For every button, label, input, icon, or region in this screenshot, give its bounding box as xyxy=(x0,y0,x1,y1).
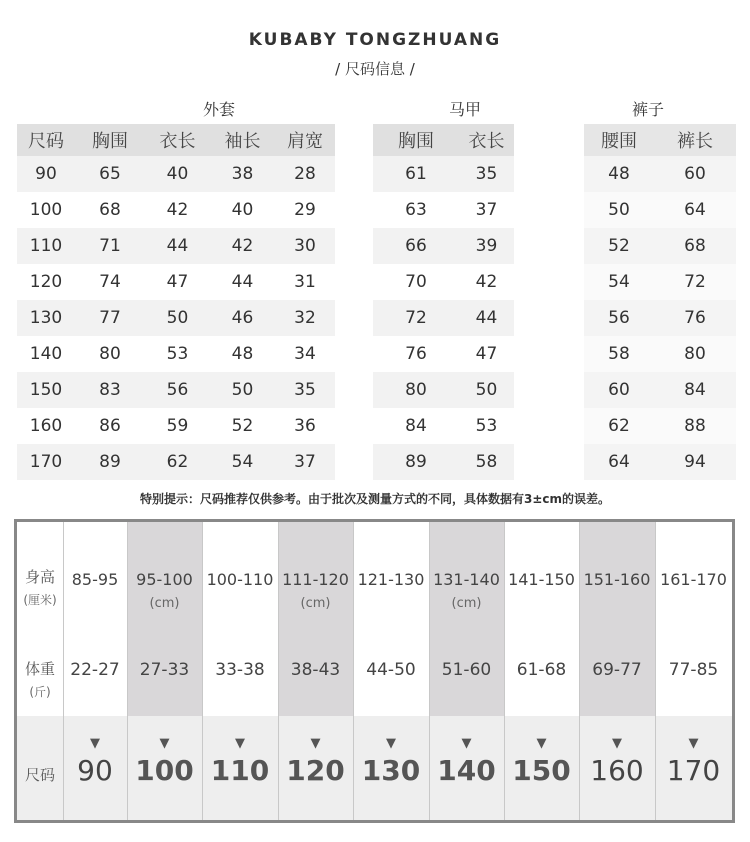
measurement-cell: 48 xyxy=(210,336,275,372)
column-divider xyxy=(353,522,354,820)
measurement-cell: 88 xyxy=(654,408,736,444)
measurement-cell: 35 xyxy=(275,372,335,408)
size-column xyxy=(278,522,353,820)
weight-range: 38-43 xyxy=(290,660,341,680)
measurement-cell: 48 xyxy=(584,156,654,192)
column-divider xyxy=(579,522,580,820)
measurement-cell: 28 xyxy=(275,156,335,192)
size-column xyxy=(579,522,655,820)
table-row xyxy=(17,192,736,228)
size-cell: 160 xyxy=(17,408,75,444)
column-separator xyxy=(335,228,373,264)
column-separator xyxy=(335,124,373,156)
measurement-cell: 71 xyxy=(75,228,145,264)
column-header: 裤长 xyxy=(654,124,736,156)
column-divider xyxy=(127,522,128,820)
column-separator xyxy=(335,264,373,300)
measurement-cell: 30 xyxy=(275,228,335,264)
column-separator xyxy=(514,408,584,444)
measurement-cell: 35 xyxy=(459,156,514,192)
measurement-cell: 50 xyxy=(210,372,275,408)
column-separator xyxy=(335,300,373,336)
size-column xyxy=(504,522,579,820)
column-header: 胸围 xyxy=(373,124,459,156)
measurement-cell: 64 xyxy=(584,444,654,480)
height-range: 161-170 xyxy=(660,570,727,589)
size-value: 130 xyxy=(361,754,421,787)
table-row xyxy=(17,444,736,480)
measurement-cell: 86 xyxy=(75,408,145,444)
table-row xyxy=(17,264,736,300)
measurement-cell: 50 xyxy=(459,372,514,408)
measurement-cell: 76 xyxy=(654,300,736,336)
weight-range: 69-77 xyxy=(592,660,642,680)
column-divider xyxy=(202,522,203,820)
measurement-cell: 62 xyxy=(584,408,654,444)
triangle-down-icon: ▼ xyxy=(688,736,699,751)
measurement-cell: 58 xyxy=(584,336,654,372)
measurement-cell: 32 xyxy=(275,300,335,336)
measurement-cell: 64 xyxy=(654,192,736,228)
brand-title: KUBABY TONGZHUANG xyxy=(248,30,502,50)
measurement-cell: 59 xyxy=(145,408,210,444)
column-separator xyxy=(335,192,373,228)
weight-range: 33-38 xyxy=(215,660,265,680)
height-range: 85-95 xyxy=(71,570,119,589)
measurement-cell: 80 xyxy=(75,336,145,372)
size-value: 100 xyxy=(135,754,194,787)
table-row xyxy=(17,372,736,408)
measurement-cell: 65 xyxy=(75,156,145,192)
measurement-cell: 53 xyxy=(459,408,514,444)
size-value: 160 xyxy=(590,754,644,787)
measurement-cell: 42 xyxy=(210,228,275,264)
measurement-cell: 66 xyxy=(373,228,459,264)
measurement-cell: 37 xyxy=(459,192,514,228)
column-divider xyxy=(504,522,505,820)
size-value: 120 xyxy=(286,754,345,787)
measurement-cell: 84 xyxy=(654,372,736,408)
height-range: 100-110 xyxy=(206,570,274,589)
size-column xyxy=(202,522,278,820)
column-separator xyxy=(514,444,584,480)
column-separator xyxy=(514,336,584,372)
triangle-down-icon: ▼ xyxy=(461,736,472,751)
table-header-row xyxy=(17,124,736,156)
measurement-cell: 42 xyxy=(145,192,210,228)
measurement-cell: 40 xyxy=(210,192,275,228)
height-range: 111-120 xyxy=(282,570,349,589)
measurement-cell: 58 xyxy=(459,444,514,480)
column-separator xyxy=(514,228,584,264)
size-value: 110 xyxy=(210,754,270,787)
measurement-cell: 70 xyxy=(373,264,459,300)
column-separator xyxy=(335,444,373,480)
table-row xyxy=(17,300,736,336)
column-separator xyxy=(514,372,584,408)
measurement-cell: 44 xyxy=(145,228,210,264)
size-row-label: 尺码 xyxy=(24,766,55,784)
measurement-cell: 61 xyxy=(373,156,459,192)
measurement-cell: 38 xyxy=(210,156,275,192)
measurement-cell: 72 xyxy=(373,300,459,336)
column-header: 胸围 xyxy=(75,124,145,156)
height-row-label xyxy=(17,566,63,611)
triangle-down-icon: ▼ xyxy=(235,736,245,751)
column-header: 肩宽 xyxy=(275,124,335,156)
height-unit-note: (cm) xyxy=(300,596,331,611)
height-unit-note: (cm) xyxy=(149,596,180,611)
measurement-cell: 56 xyxy=(145,372,210,408)
size-column xyxy=(127,522,202,820)
measurement-cell: 89 xyxy=(75,444,145,480)
column-header: 衣长 xyxy=(459,124,514,156)
measurement-cell: 44 xyxy=(459,300,514,336)
measurement-cell: 77 xyxy=(75,300,145,336)
page-subtitle: / 尺码信息 / xyxy=(335,60,415,78)
measurement-cell: 54 xyxy=(210,444,275,480)
measurement-cell: 44 xyxy=(210,264,275,300)
measurement-cell: 54 xyxy=(584,264,654,300)
weight-label: 体重 xyxy=(24,660,55,678)
size-value: 90 xyxy=(77,754,113,787)
measurement-cell: 53 xyxy=(145,336,210,372)
column-header: 袖长 xyxy=(210,124,275,156)
height-range: 95-100 xyxy=(136,570,193,589)
column-separator xyxy=(335,408,373,444)
column-separator xyxy=(514,264,584,300)
size-cell: 140 xyxy=(17,336,75,372)
height-label: 身高 xyxy=(24,568,55,586)
height-range: 131-140 xyxy=(433,570,500,589)
table-row xyxy=(17,408,736,444)
triangle-down-icon: ▼ xyxy=(310,736,321,751)
column-separator xyxy=(335,372,373,408)
group-label-coat: 外套 xyxy=(203,100,236,119)
weight-row-label xyxy=(17,658,63,703)
measurement-cell: 76 xyxy=(373,336,459,372)
column-separator xyxy=(514,300,584,336)
measurement-cell: 84 xyxy=(373,408,459,444)
group-label-vest: 马甲 xyxy=(449,100,482,119)
weight-range: 44-50 xyxy=(366,660,416,680)
column-header: 衣长 xyxy=(145,124,210,156)
size-column xyxy=(655,522,732,820)
column-separator xyxy=(514,156,584,192)
measurement-cell: 47 xyxy=(459,336,514,372)
measurement-cell: 37 xyxy=(275,444,335,480)
size-cell: 100 xyxy=(17,192,75,228)
size-note: 特别提示：尺码推荐仅供参考。由于批次及测量方式的不同，具体数据有3±cm的误差。 xyxy=(139,492,611,506)
measurement-cell: 80 xyxy=(373,372,459,408)
measurement-cell: 80 xyxy=(654,336,736,372)
column-divider xyxy=(429,522,430,820)
column-separator xyxy=(335,336,373,372)
measurement-cell: 29 xyxy=(275,192,335,228)
size-cell: 130 xyxy=(17,300,75,336)
height-range: 121-130 xyxy=(357,570,425,589)
measurement-cell: 34 xyxy=(275,336,335,372)
measurement-cell: 83 xyxy=(75,372,145,408)
height-unit-note: (cm) xyxy=(451,596,482,611)
weight-unit: (斤) xyxy=(29,685,51,699)
column-separator xyxy=(514,124,584,156)
weight-range: 77-85 xyxy=(668,660,719,680)
column-header: 尺码 xyxy=(17,124,75,156)
size-column xyxy=(429,522,504,820)
table-row xyxy=(17,156,736,192)
weight-range: 27-33 xyxy=(139,660,190,680)
size-value: 140 xyxy=(437,754,496,787)
measurement-cell: 62 xyxy=(145,444,210,480)
measurement-cell: 50 xyxy=(145,300,210,336)
measurement-cell: 72 xyxy=(654,264,736,300)
measurement-cell: 50 xyxy=(584,192,654,228)
height-range: 151-160 xyxy=(583,570,651,589)
measurement-cell: 40 xyxy=(145,156,210,192)
size-cell: 90 xyxy=(17,156,75,192)
size-cell: 120 xyxy=(17,264,75,300)
size-column xyxy=(353,522,429,820)
measurement-cell: 94 xyxy=(654,444,736,480)
height-weight-chart xyxy=(14,519,735,823)
measurement-cell: 46 xyxy=(210,300,275,336)
size-value: 150 xyxy=(512,754,571,787)
triangle-down-icon: ▼ xyxy=(612,736,622,751)
triangle-down-icon: ▼ xyxy=(386,736,396,751)
column-separator xyxy=(514,192,584,228)
measurement-cell: 56 xyxy=(584,300,654,336)
measurement-cell: 68 xyxy=(654,228,736,264)
measurement-cell: 74 xyxy=(75,264,145,300)
measurement-cell: 68 xyxy=(75,192,145,228)
measurement-cell: 47 xyxy=(145,264,210,300)
triangle-down-icon: ▼ xyxy=(90,736,100,751)
measurement-cell: 52 xyxy=(584,228,654,264)
size-cell: 170 xyxy=(17,444,75,480)
triangle-down-icon: ▼ xyxy=(536,736,547,751)
measurement-cell: 63 xyxy=(373,192,459,228)
height-range: 141-150 xyxy=(508,570,575,589)
measurement-cell: 89 xyxy=(373,444,459,480)
triangle-down-icon: ▼ xyxy=(159,736,170,751)
weight-range: 51-60 xyxy=(441,660,492,680)
group-label-pants: 裤子 xyxy=(632,100,665,119)
measurement-cell: 52 xyxy=(210,408,275,444)
size-table xyxy=(17,124,736,480)
weight-range: 22-27 xyxy=(70,660,120,680)
measurement-cell: 60 xyxy=(654,156,736,192)
table-row xyxy=(17,336,736,372)
measurement-cell: 31 xyxy=(275,264,335,300)
column-header: 腰围 xyxy=(584,124,654,156)
column-divider xyxy=(278,522,279,820)
size-column xyxy=(63,522,127,820)
measurement-cell: 39 xyxy=(459,228,514,264)
weight-range: 61-68 xyxy=(516,660,567,680)
size-cell: 110 xyxy=(17,228,75,264)
height-unit: (厘米) xyxy=(23,593,57,607)
table-row xyxy=(17,228,736,264)
column-separator xyxy=(335,156,373,192)
measurement-cell: 42 xyxy=(459,264,514,300)
size-cell: 150 xyxy=(17,372,75,408)
size-value: 170 xyxy=(666,754,721,787)
column-divider xyxy=(63,522,64,820)
measurement-cell: 36 xyxy=(275,408,335,444)
column-divider xyxy=(655,522,656,820)
measurement-cell: 60 xyxy=(584,372,654,408)
